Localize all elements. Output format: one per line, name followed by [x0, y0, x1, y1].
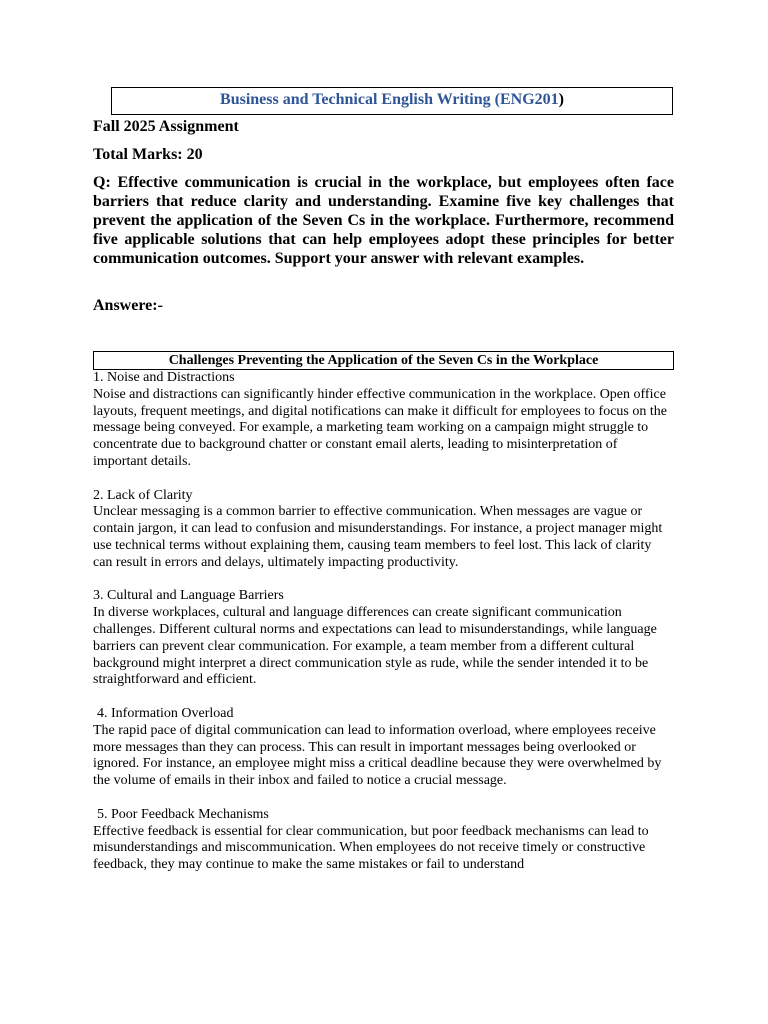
challenge-item	[93, 588, 674, 689]
course-title-box	[111, 87, 673, 115]
challenge-text: Effective feedback is essential for clear communication, but poor feedback mechanisms can lead to misunderstandings and miscommunication. When employees do not receive timely or constructive feedback, they may continue to make the same mistakes or fail to understand	[93, 823, 649, 873]
challenge-heading: 5. Poor Feedback Mechanisms	[97, 806, 269, 822]
challenges-list	[93, 370, 674, 891]
course-title-paren: )	[558, 91, 564, 108]
challenge-item	[93, 706, 674, 790]
total-marks-heading: Total Marks: 20	[93, 146, 203, 163]
challenge-heading: 4. Information Overload	[97, 705, 234, 721]
question-text: Q: Effective communication is crucial in the workplace, but employees often face barriers that reduce clarity and understanding. Examine five key challenges that prevent the application of the Seven Cs in the workplace. Furthermore, recommend five applicable solutions that can help employees adopt these principles for better communication outcomes. Support your answer with relevant examples.	[93, 174, 674, 267]
challenge-text: Unclear messaging is a common barrier to effective communication. When messages are vague or contain jargon, it can lead to confusion and misunderstandings. For instance, a project manager might use technical terms without explaining them, causing team members to feel lost. This lack of clarity can result in errors and delays, ultimately impacting productivity.	[93, 504, 663, 570]
challenge-text: Noise and distractions can significantly hinder effective communication in the workplace. Open office layouts, frequent meetings, and digital notifications can make it difficult for employees to focus on the message being conveyed. For example, a marketing team working on a campaign might struggle to concentrate due to background chatter or constant email alerts, leading to misinterpretation of important details.	[93, 386, 667, 469]
course-title: Business and Technical English Writing (ENG201	[220, 91, 559, 108]
challenge-heading: 2. Lack of Clarity	[93, 487, 193, 503]
semester-heading: Fall 2025 Assignment	[93, 118, 239, 135]
challenge-heading: 1. Noise and Distractions	[93, 370, 235, 385]
challenge-item	[93, 370, 674, 471]
challenge-item	[93, 807, 674, 874]
challenge-heading: 3. Cultural and Language Barriers	[93, 588, 284, 604]
challenge-item	[93, 488, 674, 572]
challenge-text: The rapid pace of digital communication can lead to information overload, where employees receive more messages than they can process. This can result in important messages being overlooked or ignored. For instance, an employee might miss a critical deadline because they were overwhelmed by the volume of emails in their inbox and failed to notice a crucial message.	[93, 722, 662, 789]
answer-label: Answere:-	[93, 297, 163, 314]
challenge-text: In diverse workplaces, cultural and language differences can create significant communication challenges. Different cultural norms and expectations can lead to misunderstandings, while language barriers can prevent clear communication. For example, a team member from a different cultural background might interpret a direct communication style as rude, while the sender intended it to be straightforward and efficient.	[93, 605, 657, 688]
section-heading: Challenges Preventing the Application of the Seven Cs in the Workplace	[93, 351, 674, 370]
